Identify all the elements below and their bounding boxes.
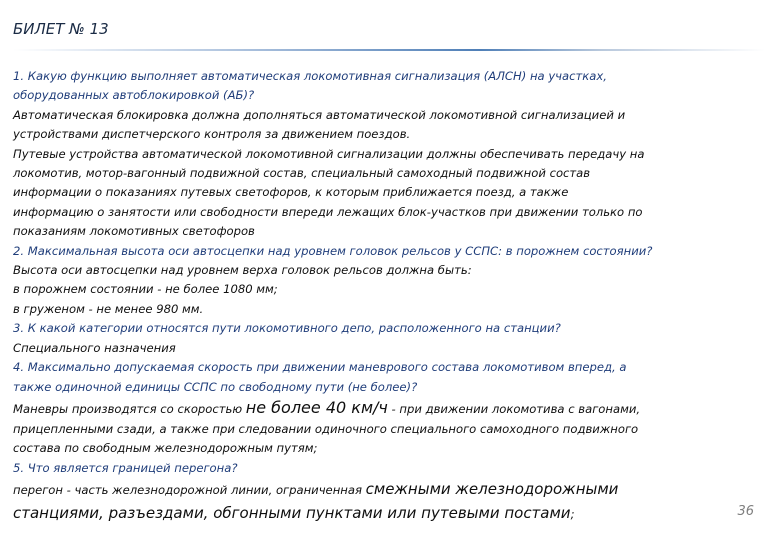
question-1-line-1: 1. Какую функцию выполняет автоматическая локомотивная сигнализация (АЛСН) на участках, [13,69,607,83]
question-4-line-1: 4. Максимально допускаемая скорость при движении маневрового состава локомотивом вперед, а [13,360,627,375]
answer-1-line-7: показаниям локомотивных светофоров [13,224,255,239]
question-4-line-2: также одиночной единицы ССПС по свободному пути (не более)? [13,379,418,394]
answer-2-line-3: в груженом - не менее 980 мм. [13,301,204,316]
question-2: 2. Максимальная высота оси автосцепки над уровнем головок рельсов у ССПС: в порожнем состоянии? [13,243,653,258]
answer-5-line-2 [13,502,768,526]
ticket-content [13,67,768,526]
question-3: 3. К какой категории относятся пути локомотивного депо, расположенного на станции? [13,321,561,336]
answer-4-line-1 [13,397,768,420]
question-5: 5. Что является границей перегона? [13,460,238,475]
answer-1-line-1: Автоматическая блокировка должна дополняться автоматической локомотивной сигнализацией и [13,107,626,122]
answer-1-line-4: локомотив, мотор-вагонный подвижной состав, специальный самоходный подвижной состав [13,166,591,181]
answer-2-line-1: Высота оси автосцепки над уровнем верха головок рельсов должна быть: [13,263,472,278]
answer-4-speed: не более 40 км/ч [245,397,388,417]
answer-4-line-3: состава по свободным железнодорожным путям; [13,441,318,456]
answer-4-text-a: Маневры производятся со скоростью [13,401,246,416]
answer-5-line-1 [13,478,768,502]
answer-4-text-c: - при движении локомотива с вагонами, [387,401,641,416]
answer-5-text-b: смежными железнодорожными [365,480,619,499]
ticket-title: БИЛЕТ № 13 [13,20,109,38]
answer-3: Специального назначения [13,340,176,355]
page-number: 36 [737,504,754,519]
answer-2-line-2: в порожнем состоянии - не более 1080 мм; [13,282,278,297]
answer-4-line-2: прицепленными сзади, а также при следовании одиночного специального самоходного подвижного [13,421,639,436]
answer-1-line-2: устройствами диспетчерского контроля за движением поездов. [13,127,411,142]
answer-1-line-6: информацию о занятости или свободности впереди лежащих блок-участков при движении только по [13,204,643,219]
answer-5-text-d: ; [570,507,575,522]
answer-5-text-a: перегон - часть железнодорожной линии, ограниченная [13,483,366,498]
question-1-line-2: оборудованных автоблокировкой (АБ)? [13,88,255,103]
answer-5-text-c: станциями, разъездами, обгонными пунктами или путевыми постами [13,504,571,523]
answer-1-line-3: Путевые устройства автоматической локомотивной сигнализации должны обеспечивать передачу на [13,146,645,161]
answer-1-line-5: информации о показаниях путевых светофоров, к которым приближается поезд, а также [13,185,569,200]
title-divider [13,49,765,51]
